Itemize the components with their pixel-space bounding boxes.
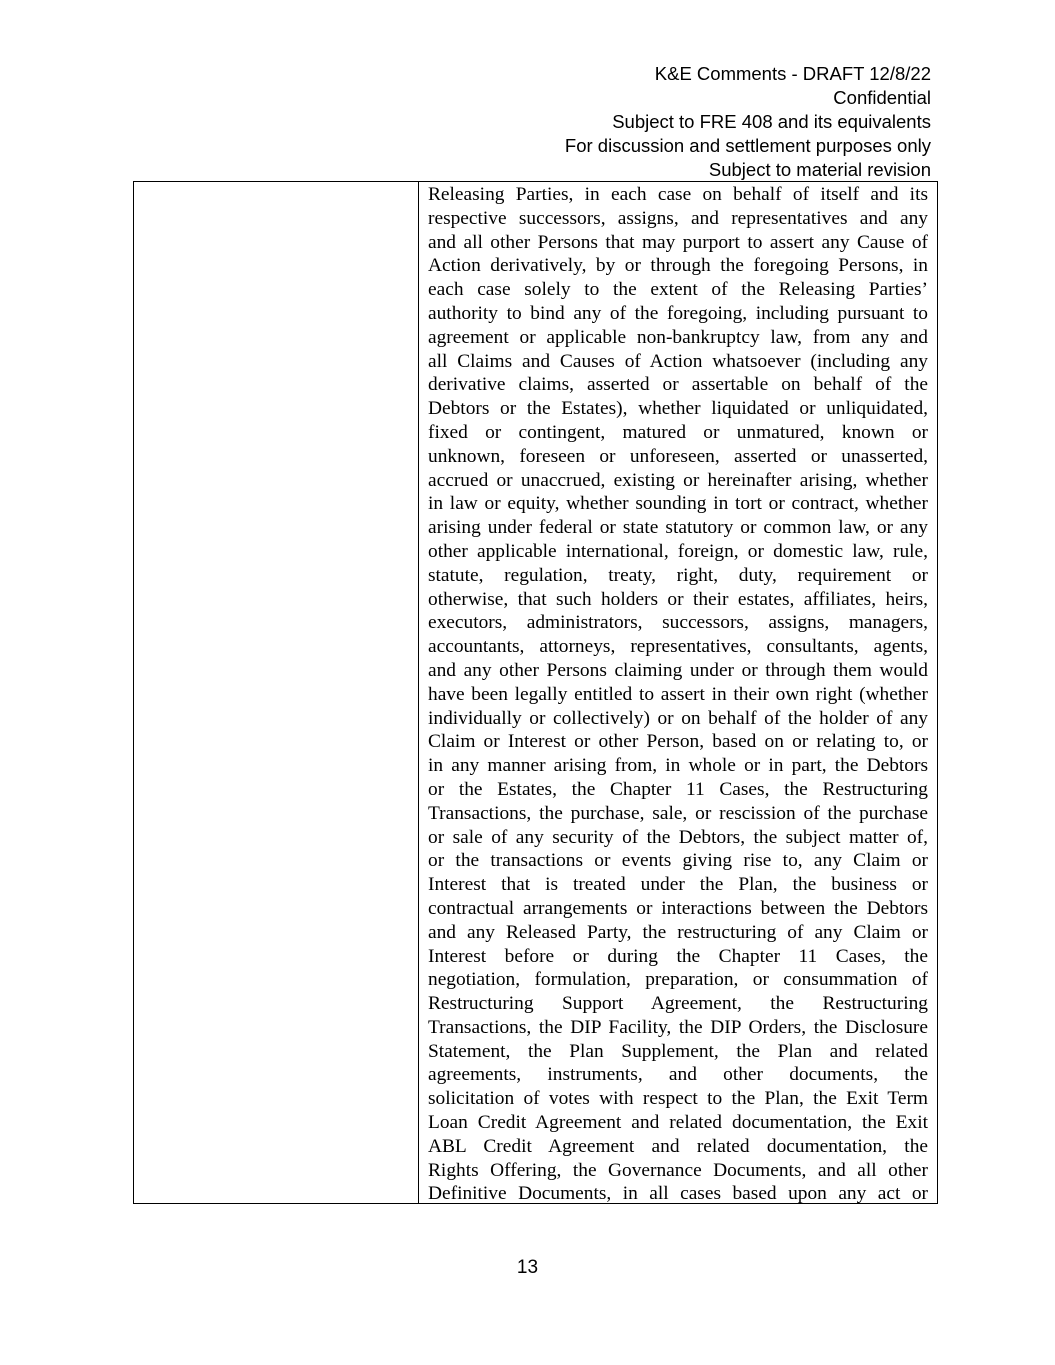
- header-confidential-line: Confidential: [833, 87, 931, 108]
- body-text-line: accountants, attorneys, representatives, consultants, agents,: [428, 636, 928, 658]
- body-text-line: and any other Persons claiming under or through them would: [428, 659, 928, 681]
- body-text-line: Restructuring Support Agreement, the Restructuring: [428, 993, 928, 1015]
- body-text-line: Interest that is treated under the Plan, the business or: [428, 874, 928, 896]
- body-text-line: or the transactions or events giving rise to, any Claim or: [428, 850, 928, 872]
- header-discussion-line: For discussion and settlement purposes only: [564, 135, 931, 156]
- body-text-line: executors, administrators, successors, assigns, managers,: [428, 612, 928, 634]
- body-text-line: individually or collectively) or on behalf of the holder of any: [428, 707, 928, 729]
- body-text-line: arising under federal or state statutory or common law, or any: [428, 517, 928, 539]
- body-text-line: Rights Offering, the Governance Documents, and all other: [428, 1159, 928, 1181]
- body-text-line: Debtors or the Estates), whether liquidated or unliquidated,: [428, 398, 928, 420]
- table-left-cell: [134, 182, 419, 1203]
- body-text-line: derivative claims, asserted or assertable on behalf of the: [428, 374, 928, 396]
- table-right-cell: [419, 182, 937, 1203]
- body-text-line: and all other Persons that may purport to assert any Cause of: [428, 231, 928, 253]
- body-text-line: Releasing Parties, in each case on behalf of itself and its: [428, 184, 928, 205]
- body-text-line: agreements, instruments, and other documents, the: [428, 1064, 928, 1086]
- body-text-line: contractual arrangements or interactions between the Debtors: [428, 897, 928, 919]
- body-text-line: Claim or Interest or other Person, based on or relating to, or: [428, 731, 928, 753]
- body-text-line: in any manner arising from, in whole or in part, the Debtors: [428, 755, 928, 777]
- body-text-line: other applicable international, foreign, or domestic law, rule,: [428, 540, 928, 562]
- body-text-line: or sale of any security of the Debtors, the subject matter of,: [428, 826, 928, 848]
- body-text-line: ABL Credit Agreement and related documentation, the: [428, 1135, 928, 1157]
- body-text-line: solicitation of votes with respect to the Plan, the Exit Term: [428, 1088, 928, 1110]
- body-text-line: all Claims and Causes of Action whatsoever (including any: [428, 350, 928, 372]
- body-text-line: Loan Credit Agreement and related documentation, the Exit: [428, 1112, 928, 1134]
- header-revision-line: Subject to material revision: [708, 159, 931, 180]
- body-text-line: authority to bind any of the foregoing, including pursuant to: [428, 302, 928, 324]
- body-text-line: accrued or unaccrued, existing or hereinafter arising, whether: [428, 469, 928, 491]
- body-text-line: Statement, the Plan Supplement, the Plan and related: [428, 1040, 928, 1062]
- body-text-line: Transactions, the DIP Facility, the DIP Orders, the Disclosure: [428, 1016, 928, 1038]
- body-text-line: respective successors, assigns, and representatives and any: [428, 207, 928, 229]
- body-text-line: and any Released Party, the restructuring of any Claim or: [428, 921, 928, 943]
- body-text-line: unknown, foreseen or unforeseen, asserted or unasserted,: [428, 445, 928, 467]
- body-text-line: otherwise, that such holders or their estates, affiliates, heirs,: [428, 588, 928, 610]
- body-text-line: or the Estates, the Chapter 11 Cases, the Restructuring: [428, 778, 928, 800]
- body-text-line: have been legally entitled to assert in their own right (whether: [428, 683, 928, 705]
- header-draft-line: K&E Comments - DRAFT 12/8/22: [654, 63, 931, 84]
- term-sheet-table: [133, 181, 938, 1204]
- body-text-line: negotiation, formulation, preparation, or consummation of: [428, 969, 928, 991]
- body-text-line: each case solely to the extent of the Releasing Parties’: [428, 279, 928, 301]
- page-number: 13: [516, 1257, 539, 1278]
- body-text-line: Definitive Documents, in all cases based upon any act or: [428, 1183, 928, 1203]
- document-header: [565, 62, 931, 182]
- body-text-line: Transactions, the purchase, sale, or rescission of the purchase: [428, 802, 928, 824]
- header-fre-line: Subject to FRE 408 and its equivalents: [612, 111, 931, 132]
- body-text-line: Action derivatively, by or through the foregoing Persons, in: [428, 255, 928, 277]
- body-text-line: in law or equity, whether sounding in tort or contract, whether: [428, 493, 928, 515]
- body-text-line: fixed or contingent, matured or unmatured, known or: [428, 421, 928, 443]
- body-text-line: agreement or applicable non-bankruptcy law, from any and: [428, 326, 928, 348]
- body-text-line: statute, regulation, treaty, right, duty, requirement or: [428, 564, 928, 586]
- body-text-line: Interest before or during the Chapter 11 Cases, the: [428, 945, 928, 967]
